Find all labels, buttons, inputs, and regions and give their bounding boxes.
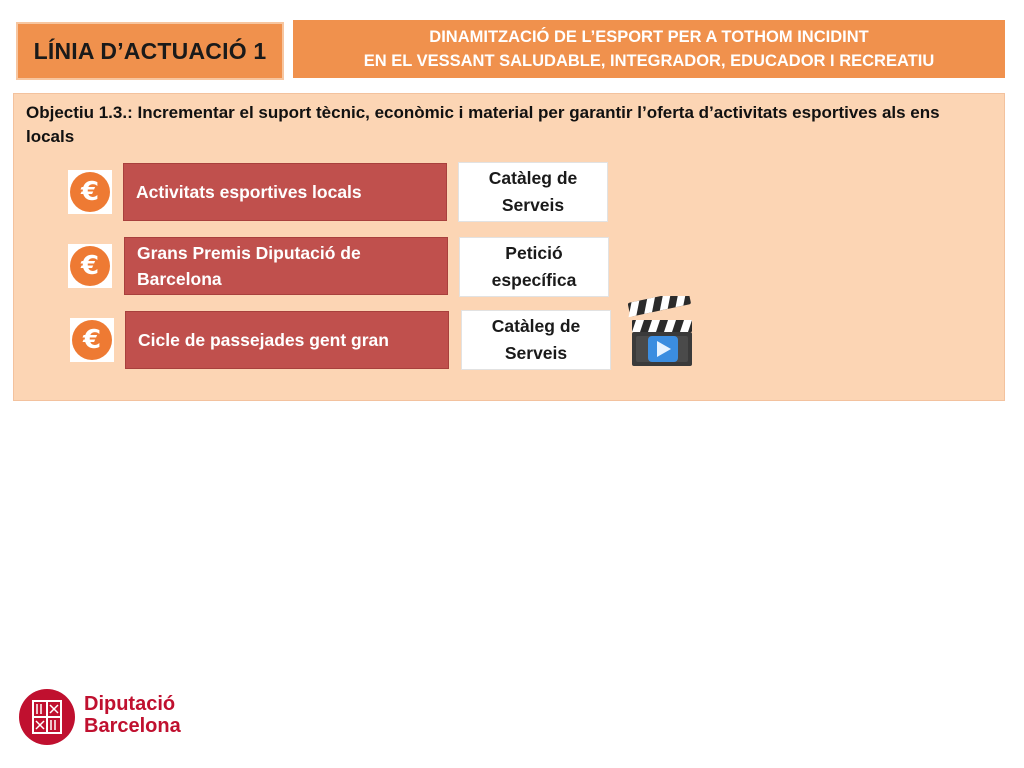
diputacio-logo-icon: [18, 688, 76, 746]
subtitle-line-1: DINAMITZACIÓ DE L’ESPORT PER A TOTHOM INCIDINT: [429, 28, 869, 46]
video-clapperboard-icon[interactable]: [628, 296, 696, 368]
activity-item-cicle-passejades[interactable]: [125, 311, 449, 369]
euro-icon: [68, 244, 112, 288]
activity-label: Activitats esportives locals: [136, 182, 362, 202]
type-line-2: Serveis: [504, 343, 568, 363]
objective-text: Objectiu 1.3.: Incrementar el suport tècnic, econòmic i material per garantir l’oferta d’activitats esportives als ens locals: [26, 103, 940, 146]
diputacio-logo-text: [84, 693, 181, 737]
logo-line-1: Diputació: [84, 693, 176, 715]
request-type-peticio[interactable]: [459, 237, 609, 297]
logo-line-2: Barcelona: [84, 715, 181, 737]
type-line-1: Catàleg de: [491, 316, 581, 336]
type-line-1: Petició: [505, 243, 563, 263]
request-type-cataleg[interactable]: [461, 310, 611, 370]
type-line-1: Catàleg de: [488, 168, 578, 188]
line-of-action-title: [16, 22, 284, 80]
subtitle-line-2: EN EL VESSANT SALUDABLE, INTEGRADOR, EDUCADOR I RECREATIU: [363, 52, 935, 70]
euro-glyph: €: [72, 320, 112, 360]
euro-icon: [68, 170, 112, 214]
activity-label: Cicle de passejades gent gran: [138, 330, 389, 350]
euro-glyph: €: [70, 172, 110, 212]
activity-item-grans-premis[interactable]: [124, 237, 448, 295]
type-line-2: Serveis: [501, 195, 565, 215]
activity-label: Grans Premis Diputació de Barcelona: [137, 243, 361, 289]
line-of-action-subtitle: [293, 20, 1005, 78]
euro-icon: [70, 318, 114, 362]
euro-glyph: €: [70, 246, 110, 286]
request-type-cataleg[interactable]: [458, 162, 608, 222]
type-line-2: específica: [491, 270, 577, 290]
activity-item-activitats-esportives[interactable]: [123, 163, 447, 221]
title-text: LÍNIA D’ACTUACIÓ 1: [33, 37, 267, 64]
